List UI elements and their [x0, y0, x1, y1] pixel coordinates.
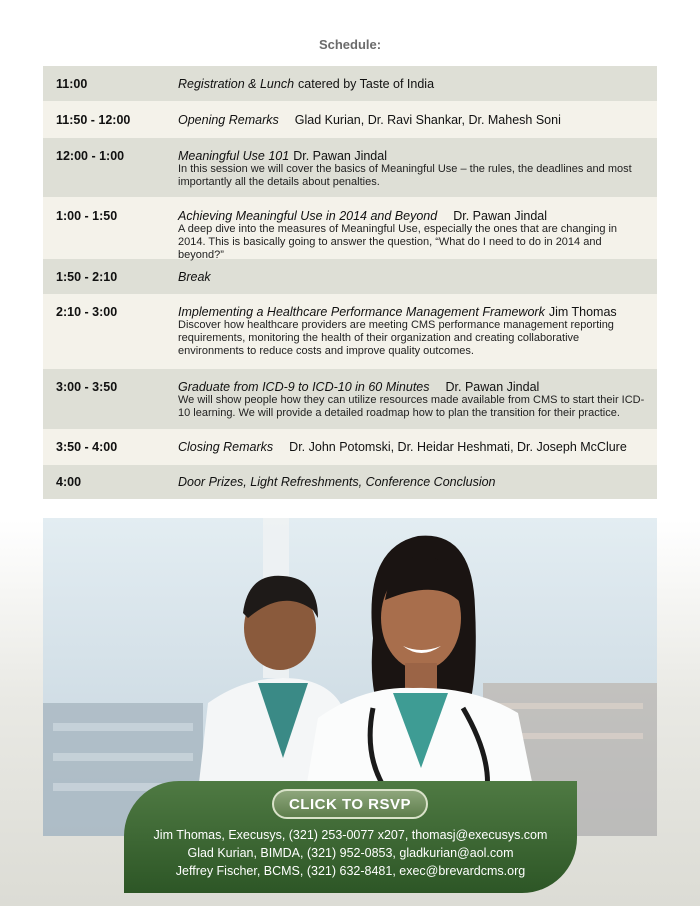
schedule-row	[43, 369, 657, 429]
session-description: Discover how healthcare providers are meeting CMS performance management reporting requirements, monitoring the health of their organization and creating collaborative environments to reduce costs and improve quality outcomes.	[178, 319, 614, 357]
rsvp-button[interactable]: CLICK TO RSVP	[272, 789, 428, 819]
contact-line: Glad Kurian, BIMDA, (321) 952-0853, gladkurian@aol.com	[187, 846, 514, 860]
schedule-row	[43, 259, 657, 294]
contact-line: Jim Thomas, Execusys, (321) 253-0077 x207, thomasj@execusys.com	[153, 828, 548, 842]
session-title: Registration & Lunch	[178, 77, 295, 91]
schedule-time: 4:00	[56, 475, 82, 489]
session-title: Door Prizes, Light Refreshments, Conference Conclusion	[178, 475, 496, 489]
session-speaker: Glad Kurian, Dr. Ravi Shankar, Dr. Mahesh Soni	[294, 113, 561, 127]
session-title: Graduate from ICD-9 to ICD-10 in 60 Minutes	[178, 380, 430, 394]
schedule-time: 2:10 - 3:00	[56, 305, 118, 319]
schedule-heading: Schedule:	[318, 37, 382, 52]
session-description: We will show people how they can utilize resources made available from CMS to start their ICD-10 learning. We will provide a detailed roadmap how to plan the transition for their practice.	[178, 394, 645, 419]
schedule-row	[43, 138, 657, 197]
session-description: A deep dive into the measures of Meaningful Use, especially the ones that are changing in 2014. This is basically going to answer the question, “What do I need to do in 2014 and beyond?”	[178, 223, 618, 261]
session-title: Closing Remarks	[178, 440, 274, 454]
session-description: In this session we will cover the basics of Meaningful Use – the rules, the deadlines and most importantly all the details about penalties.	[178, 163, 632, 188]
session-title: Implementing a Healthcare Performance Management Framework	[178, 305, 545, 319]
schedule-time: 11:00	[56, 77, 88, 91]
session-title: Achieving Meaningful Use in 2014 and Beyond	[178, 209, 438, 223]
session-title: Opening Remarks	[178, 113, 279, 127]
schedule-time: 12:00 - 1:00	[56, 149, 125, 163]
schedule-time: 1:50 - 2:10	[56, 270, 118, 284]
session-speaker: catered by Taste of India	[298, 77, 435, 91]
schedule-row	[43, 465, 657, 499]
contact-line: Jeffrey Fischer, BCMS, (321) 632-8481, exec@brevardcms.org	[175, 864, 526, 878]
schedule-table	[43, 66, 657, 499]
session-title: Meaningful Use 101	[178, 149, 290, 163]
schedule-row	[43, 101, 657, 138]
session-speaker: Dr. Pawan Jindal	[445, 380, 540, 394]
session-speaker: Dr. Pawan Jindal	[453, 209, 548, 223]
session-speaker: Dr. Pawan Jindal	[293, 149, 387, 163]
session-speaker: Dr. John Potomski, Dr. Heidar Heshmati, Dr. Joseph McClure	[289, 440, 627, 454]
schedule-row	[43, 66, 657, 101]
schedule-row	[43, 294, 657, 369]
schedule-time: 11:50 - 12:00	[56, 113, 131, 127]
session-title: Break	[178, 270, 211, 284]
schedule-row	[43, 197, 657, 259]
schedule-row	[43, 429, 657, 465]
session-speaker: Jim Thomas	[548, 305, 617, 319]
schedule-time: 1:00 - 1:50	[56, 209, 118, 223]
schedule-time: 3:50 - 4:00	[56, 440, 118, 454]
contact-list	[124, 826, 577, 880]
schedule-time: 3:00 - 3:50	[56, 380, 118, 394]
